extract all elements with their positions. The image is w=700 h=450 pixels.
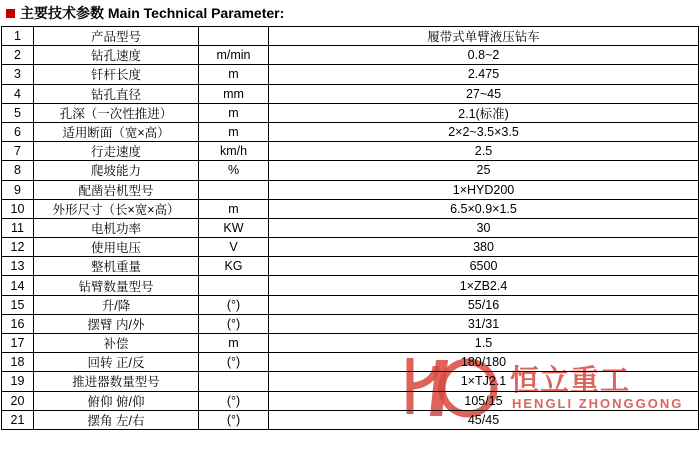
row-value: 2.5 xyxy=(269,142,699,161)
row-name: 钻孔速度 xyxy=(34,46,199,65)
row-index: 18 xyxy=(2,353,34,372)
row-name: 使用电压 xyxy=(34,238,199,257)
table-row xyxy=(2,276,699,295)
row-name: 钻孔直径 xyxy=(34,84,199,103)
row-unit: m/min xyxy=(199,46,269,65)
row-name: 钎杆长度 xyxy=(34,65,199,84)
row-unit xyxy=(199,27,269,46)
table-row xyxy=(2,353,699,372)
row-unit: KW xyxy=(199,218,269,237)
table-row xyxy=(2,334,699,353)
row-unit: m xyxy=(199,334,269,353)
table-row xyxy=(2,391,699,410)
table-row xyxy=(2,161,699,180)
row-value: 2.1(标准) xyxy=(269,103,699,122)
row-value: 180/180 xyxy=(269,353,699,372)
row-unit: m xyxy=(199,65,269,84)
row-unit: (°) xyxy=(199,314,269,333)
page-title-text: 主要技术参数 Main Technical Parameter: xyxy=(20,5,285,21)
row-value: 380 xyxy=(269,238,699,257)
row-unit: % xyxy=(199,161,269,180)
table-body xyxy=(2,27,699,430)
row-name: 摆臂 内/外 xyxy=(34,314,199,333)
row-value: 1×TJ2.1 xyxy=(269,372,699,391)
row-index: 13 xyxy=(2,257,34,276)
row-value: 1×HYD200 xyxy=(269,180,699,199)
row-unit: (°) xyxy=(199,353,269,372)
row-index: 12 xyxy=(2,238,34,257)
row-name: 回转 正/反 xyxy=(34,353,199,372)
table-row xyxy=(2,410,699,429)
row-value: 2×2~3.5×3.5 xyxy=(269,122,699,141)
row-index: 16 xyxy=(2,314,34,333)
table-row xyxy=(2,84,699,103)
row-name: 摆角 左/右 xyxy=(34,410,199,429)
row-value: 1×ZB2.4 xyxy=(269,276,699,295)
row-index: 19 xyxy=(2,372,34,391)
row-index: 15 xyxy=(2,295,34,314)
row-value: 105/15 xyxy=(269,391,699,410)
row-name: 推进器数量型号 xyxy=(34,372,199,391)
table-row xyxy=(2,180,699,199)
table-row xyxy=(2,65,699,84)
row-index: 21 xyxy=(2,410,34,429)
table-row xyxy=(2,295,699,314)
table-row xyxy=(2,142,699,161)
row-unit: V xyxy=(199,238,269,257)
row-index: 20 xyxy=(2,391,34,410)
table-row xyxy=(2,27,699,46)
row-value: 2.475 xyxy=(269,65,699,84)
row-name: 爬坡能力 xyxy=(34,161,199,180)
page-title xyxy=(0,0,700,26)
brand-name-cn: 恒立重工 xyxy=(510,365,631,397)
row-unit: m xyxy=(199,199,269,218)
table-row xyxy=(2,372,699,391)
row-value: 履带式单臂液压钻车 xyxy=(269,27,699,46)
row-unit xyxy=(199,180,269,199)
row-unit: (°) xyxy=(199,391,269,410)
row-unit: m xyxy=(199,122,269,141)
technical-parameters-table xyxy=(1,26,699,430)
row-unit xyxy=(199,276,269,295)
row-name: 配凿岩机型号 xyxy=(34,180,199,199)
row-index: 14 xyxy=(2,276,34,295)
table-row xyxy=(2,218,699,237)
row-index: 3 xyxy=(2,65,34,84)
row-name: 钻臂数量型号 xyxy=(34,276,199,295)
row-name: 电机功率 xyxy=(34,218,199,237)
table-row xyxy=(2,103,699,122)
brand-name-en: HENGLI ZHONGGONG xyxy=(512,396,684,411)
row-value: 0.8~2 xyxy=(269,46,699,65)
row-index: 2 xyxy=(2,46,34,65)
row-index: 1 xyxy=(2,27,34,46)
row-name: 产品型号 xyxy=(34,27,199,46)
row-index: 5 xyxy=(2,103,34,122)
row-value: 55/16 xyxy=(269,295,699,314)
row-index: 7 xyxy=(2,142,34,161)
row-name: 外形尺寸（长×宽×高） xyxy=(34,199,199,218)
row-name: 适用断面（宽×高） xyxy=(34,122,199,141)
row-unit: km/h xyxy=(199,142,269,161)
row-value: 45/45 xyxy=(269,410,699,429)
table-row xyxy=(2,199,699,218)
row-index: 11 xyxy=(2,218,34,237)
table-row xyxy=(2,257,699,276)
title-bullet-icon xyxy=(6,9,15,18)
row-index: 17 xyxy=(2,334,34,353)
row-name: 俯仰 俯/仰 xyxy=(34,391,199,410)
table-row xyxy=(2,122,699,141)
table-row xyxy=(2,238,699,257)
row-name: 升/降 xyxy=(34,295,199,314)
row-name: 补偿 xyxy=(34,334,199,353)
row-value: 30 xyxy=(269,218,699,237)
row-index: 6 xyxy=(2,122,34,141)
row-value: 31/31 xyxy=(269,314,699,333)
row-unit: (°) xyxy=(199,295,269,314)
row-name: 整机重量 xyxy=(34,257,199,276)
row-unit xyxy=(199,372,269,391)
row-unit: KG xyxy=(199,257,269,276)
row-name: 行走速度 xyxy=(34,142,199,161)
row-index: 8 xyxy=(2,161,34,180)
row-value: 6500 xyxy=(269,257,699,276)
row-index: 10 xyxy=(2,199,34,218)
row-value: 27~45 xyxy=(269,84,699,103)
table-row xyxy=(2,314,699,333)
row-name: 孔深（一次性推进） xyxy=(34,103,199,122)
row-index: 4 xyxy=(2,84,34,103)
row-unit: m xyxy=(199,103,269,122)
row-index: 9 xyxy=(2,180,34,199)
table-row xyxy=(2,46,699,65)
row-unit: (°) xyxy=(199,410,269,429)
row-value: 6.5×0.9×1.5 xyxy=(269,199,699,218)
row-unit: mm xyxy=(199,84,269,103)
row-value: 25 xyxy=(269,161,699,180)
row-value: 1.5 xyxy=(269,334,699,353)
